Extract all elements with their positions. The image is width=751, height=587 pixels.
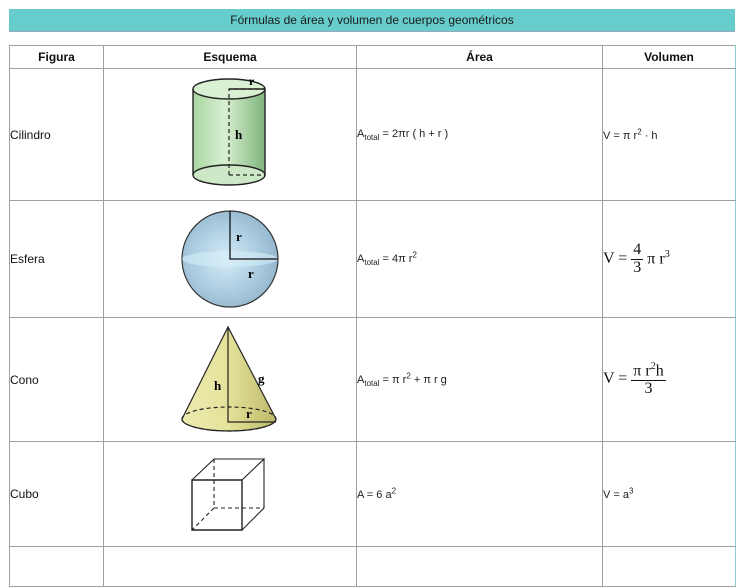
- area-formula: $A_{total} = 2\pi r$ ( h + r ): [357, 69, 603, 201]
- header-volumen: Volumen: [603, 46, 736, 69]
- sphere-diagram-icon: [178, 207, 282, 311]
- header-esquema: Esquema: [104, 46, 357, 69]
- volume-formula: V = $\frac{4}{3}$ π $r^3$: [603, 201, 736, 318]
- cylinder-diagram-icon: [185, 77, 275, 192]
- scheme-cell: [104, 201, 357, 318]
- formulas-table: [9, 45, 736, 587]
- volume-formula: V = $\frac{\pi r^2h}{3}$: [603, 318, 736, 442]
- volume-formula: $V = a^3$: [603, 442, 736, 547]
- header-figura: Figura: [10, 46, 104, 69]
- svg-text:r: r: [248, 266, 254, 281]
- table-row: [10, 442, 736, 547]
- area-formula: $A_{total} = \pi$ $r^2 + \pi$ r g: [357, 318, 603, 442]
- table-row: [10, 69, 736, 201]
- cube-diagram-icon: [190, 456, 270, 532]
- svg-text:r: r: [246, 405, 252, 421]
- table-header-row: [10, 46, 736, 69]
- svg-text:r: r: [249, 77, 255, 88]
- area-formula: $A_{total} = 4\pi$ $r^2$: [357, 201, 603, 318]
- table-row: [10, 201, 736, 318]
- table-row: [10, 318, 736, 442]
- header-area: Área: [357, 46, 603, 69]
- svg-text:h: h: [214, 377, 222, 393]
- scheme-cell: [104, 69, 357, 201]
- svg-text:g: g: [258, 370, 265, 386]
- svg-text:r: r: [236, 229, 242, 244]
- svg-text:h: h: [235, 127, 243, 142]
- cone-diagram-icon: [178, 323, 282, 437]
- table-row-partial: [10, 547, 736, 587]
- scheme-cell: [104, 442, 357, 547]
- figure-name: Cono: [10, 318, 104, 442]
- figure-name: Cubo: [10, 442, 104, 547]
- figure-name: Cilindro: [10, 69, 104, 201]
- volume-formula: V = π $r^2 \cdot h$: [603, 69, 736, 201]
- figure-name: Esfera: [10, 201, 104, 318]
- page-title: Fórmulas de área y volumen de cuerpos geométricos: [9, 9, 735, 32]
- area-formula: A = 6 $a^2$: [357, 442, 603, 547]
- scheme-cell: [104, 318, 357, 442]
